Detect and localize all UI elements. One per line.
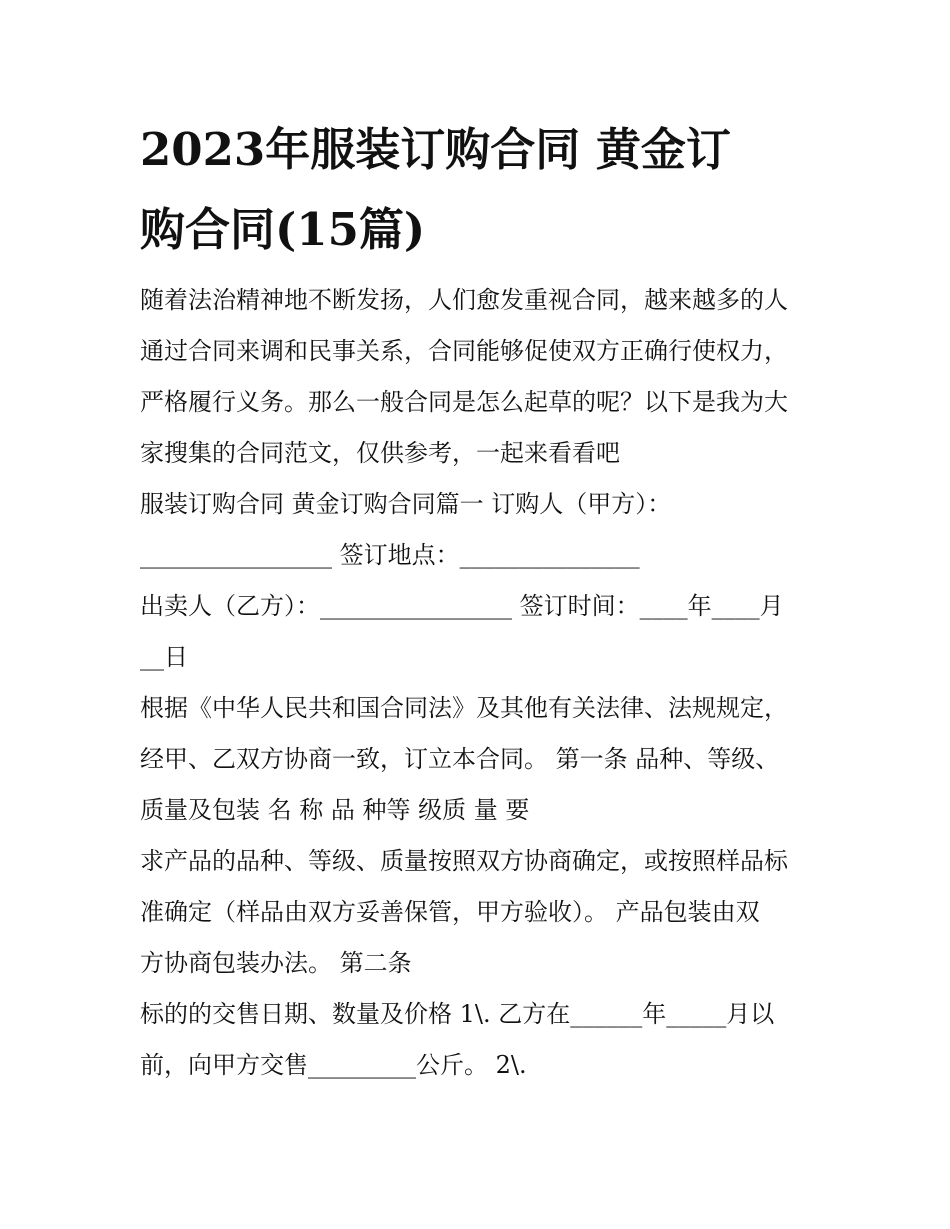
paragraph-line: 严格履行义务。那么一般合同是怎么起草的呢？以下是我为大 [140, 388, 788, 416]
document-body [140, 275, 840, 1091]
paragraph-line: 经甲、乙双方协商一致，订立本合同。 第一条 品种、等级、 [140, 745, 780, 773]
paragraph-line: 通过合同来调和民事关系，合同能够促使双方正确行使权力， [140, 337, 788, 365]
paragraph-line: 方协商包装办法。 第二条 [140, 949, 412, 977]
paragraph-line: 标的的交售日期、数量及价格 1\. 乙方在______年_____月以 [140, 1000, 775, 1028]
paragraph-line: 前，向甲方交售_________公斤。 2\. [140, 1051, 527, 1079]
title-line: 购合同(15篇) [140, 203, 426, 256]
paragraph-line: 根据《中华人民共和国合同法》及其他有关法律、法规规定， [140, 694, 788, 722]
paragraph-line: 质量及包装 名 称 品 种等 级质 量 要 [140, 796, 530, 824]
paragraph-line: 服装订购合同 黄金订购合同篇一 订购人（甲方）： [140, 490, 672, 518]
paragraph-line: ________________ 签订地点：_______________ [140, 541, 640, 569]
paragraph-line: 家搜集的合同范文，仅供参考，一起来看看吧 [140, 439, 620, 467]
paragraph-line: __日 [140, 643, 188, 671]
title-line: 2023年服装订购合同 黄金订 [140, 123, 731, 176]
paragraph-line: 准确定（样品由双方妥善保管，甲方验收）。 产品包装由双 [140, 898, 760, 926]
paragraph-line: 出卖人（乙方）：________________ 签订时间：____年____月 [140, 592, 784, 620]
paragraph-line: 求产品的品种、等级、质量按照双方协商确定，或按照样品标 [140, 847, 788, 875]
paragraph-line: 随着法治精神地不断发扬，人们愈发重视合同，越来越多的人 [140, 286, 788, 314]
document-title [140, 110, 840, 270]
